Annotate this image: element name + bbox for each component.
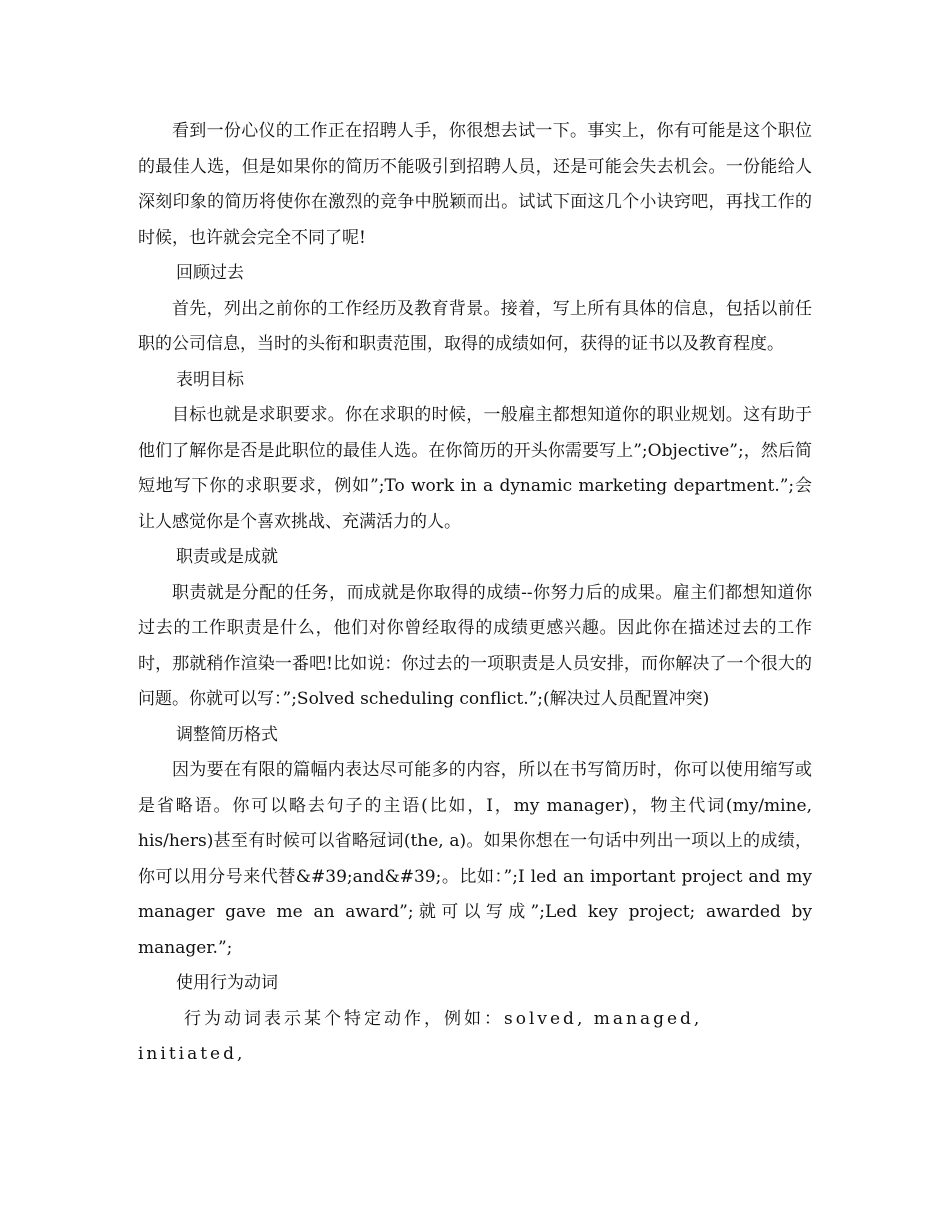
section-heading-format: 调整简历格式 bbox=[176, 724, 278, 745]
section-heading-action-verbs: 使用行为动词 bbox=[176, 973, 278, 993]
section-heading-duties: 职责或是成就 bbox=[176, 547, 278, 567]
section-body-format: 因为要在有限的篇幅内表达尽可能多的内容，所以在书写简历时，你可以使用缩写或是省略语。你可以略去句子的主语(比如，I，my manager)，物主代词(my/mine, his/hers)甚至有时候可以省略冠词(the, a)。如果你想在一句话中列出一项以上的成绩，你可以用分号来代替&#39;and&#39;。比如：”;I led an important project and my manager gave me an award”;就可以写成”;Led key project; awarded by manager.”; bbox=[138, 760, 812, 958]
section-body-review: 首先，列出之前你的工作经历及教育背景。接着，写上所有具体的信息，包括以前任职的公司信息，当时的头衔和职责范围，取得的成绩如何，获得的证书以及教育程度。 bbox=[138, 298, 812, 354]
article-body bbox=[138, 114, 812, 1073]
section-heading-objective: 表明目标 bbox=[176, 369, 244, 390]
section-heading-review: 回顾过去 bbox=[176, 263, 244, 283]
intro-paragraph: 看到一份心仪的工作正在招聘人手，你很想去试一下。事实上，你有可能是这个职位的最佳人选，但是如果你的简历不能吸引到招聘人员，还是可能会失去机会。一份能给人深刻印象的简历将使你在激烈的竞争中脱颖而出。试试下面这几个小诀窍吧，再找工作的时候，也许就会完全不同了呢! bbox=[138, 121, 812, 248]
section-body-duties: 职责就是分配的任务，而成就是你取得的成绩--你努力后的成果。雇主们都想知道你过去的工作职责是什么，他们对你曾经取得的成绩更感兴趣。因此你在描述过去的工作时，那就稍作渲染一番吧!比如说：你过去的一项职责是人员安排，而你解决了一个很大的问题。你就可以写：”;Solved scheduling conflict.”;(解决过人员配置冲突) bbox=[138, 582, 812, 709]
section-body-objective: 目标也就是求职要求。你在求职的时候，一般雇主都想知道你的职业规划。这有助于他们了解你是否是此职位的最佳人选。在你简历的开头你需要写上”;Objective”;，然后简短地写下你的求职要求，例如”;To work in a dynamic marketing department.”;会让人感觉你是个喜欢挑战、充满活力的人。 bbox=[138, 405, 812, 532]
section-body-action-verbs: 行为动词表示某个特定动作，例如：solved, managed, initiated, bbox=[138, 1008, 703, 1064]
